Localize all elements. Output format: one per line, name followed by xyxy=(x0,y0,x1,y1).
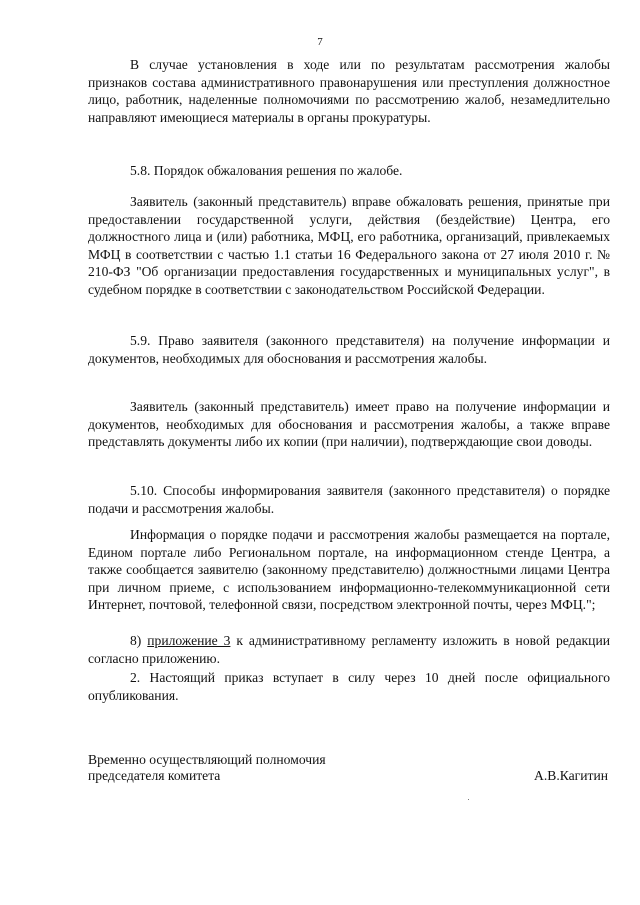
paragraph-violation-referral: В случае установления в ходе или по результатам рассмотрения жалобы признаков состава административного правонарушения или преступления должностное лицо, работник, наделенные полномочиями по рассмотрению жалоб, незамедлительно направляют имеющиеся материалы в органы прокуратуры. xyxy=(88,57,610,125)
item-8-prefix: 8) xyxy=(130,633,148,648)
page-number: 7 xyxy=(317,36,323,48)
signatory-name: А.В.Кагитин xyxy=(534,768,608,783)
section-5-9-heading: 5.9. Право заявителя (законного представителя) на получение информации и документов, необходимых для обоснования и рассмотрения жалобы. xyxy=(88,333,610,366)
paragraph-informing-methods: Информация о порядке подачи и рассмотрения жалобы размещается на портале, Едином портале либо Региональном портале, на информационном стенде Центра, а также сообщается заявителю (законному представителю) должностными лицами Центра при личном приеме, с использованием информационно-телекоммуникационной сети Интернет, почтовой, телефонной связи, посредством электронной почты, через МФЦ."; xyxy=(88,527,610,613)
section-5-8-heading: 5.8. Порядок обжалования решения по жалобе. xyxy=(130,163,403,178)
paragraph-information-right: Заявитель (законный представитель) имеет право на получение информации и документов, необходимых для обоснования и рассмотрения жалобы, а также вправе представлять документы либо их копии (при наличии), подтверждающие свои доводы. xyxy=(88,399,610,450)
signatory-title xyxy=(88,752,326,784)
signatory-title-line-2: председателя комитета xyxy=(88,768,221,783)
item-2-paragraph: 2. Настоящий приказ вступает в силу через 10 дней после официального опубликования. xyxy=(88,670,610,703)
paragraph-appeal-right: Заявитель (законный представитель) вправе обжаловать решения, принятые при предоставлении государственной услуги, действия (бездействие) Центра, его должностного лица и (или) работника, МФЦ, его работника, организаций, привлекаемых МФЦ в соответствии с частью 1.1 статьи 16 Федерального закона от 27 июля 2010 г. № 210-ФЗ "Об организации предоставления государственных и муниципальных услуг", в судебном порядке в соответствии с законодательством Российской Федерации. xyxy=(88,194,610,297)
item-8-paragraph xyxy=(88,632,610,667)
section-5-10-heading: 5.10. Способы информирования заявителя (законного представителя) о порядке подачи и рассмотрения жалобы. xyxy=(88,483,610,516)
appendix-3-link[interactable]: приложение 3 xyxy=(147,633,231,648)
signatory-title-line-1: Временно осуществляющий полномочия xyxy=(88,752,326,767)
item-8-rest: к административному регламенту изложить в новой редакции согласно приложению. xyxy=(88,633,610,666)
scan-speck xyxy=(468,799,469,800)
